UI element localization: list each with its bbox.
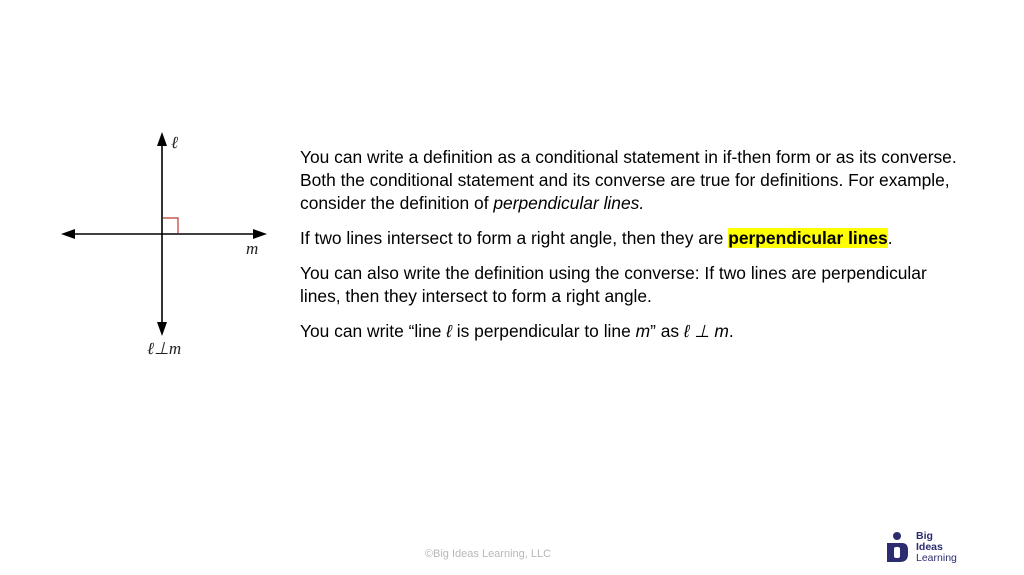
- symbol-m-2: m: [714, 321, 729, 341]
- paragraph-3-text: You can also write the definition using the converse: If two lines are perpendicular lines, then they intersect to form a right angle.: [300, 263, 927, 306]
- perpendicular-lines-figure: [55, 128, 275, 368]
- label-m: m: [246, 239, 259, 258]
- paragraph-2-text: If two lines intersect to form a right angle, then they are: [300, 228, 729, 248]
- logo-line-learning: Learning: [916, 552, 957, 564]
- arrowhead-right-icon: [253, 229, 267, 239]
- paragraph-4: [300, 320, 965, 343]
- paragraph-4-part-a: You can write “line: [300, 321, 447, 341]
- logo-i-icon: [884, 530, 910, 564]
- paragraph-1: [300, 146, 965, 215]
- arrowhead-up-icon: [157, 132, 167, 146]
- diagram-caption: ℓ⊥m: [147, 339, 182, 358]
- perpendicular-lines-diagram: [55, 128, 275, 368]
- paragraph-2: [300, 227, 965, 250]
- logo-wordmark: [916, 531, 957, 564]
- paragraph-2-end: .: [887, 228, 893, 248]
- symbol-m: m: [635, 321, 651, 341]
- label-l: ℓ: [171, 133, 179, 152]
- logo-line-big: Big: [916, 530, 933, 542]
- paragraph-1-text: You can write a definition as a conditional statement in if-then form or as its converse. Both the conditional statement and its converse are true for definitions. For example, consider the definition of: [300, 147, 957, 213]
- paragraph-4-part-b: is perpendicular to line: [451, 321, 636, 341]
- paragraph-1-italic-term: perpendicular lines.: [493, 193, 645, 213]
- symbol-l-perp: ℓ ⊥: [683, 321, 715, 341]
- symbol-l: ℓ: [446, 321, 452, 341]
- right-angle-marker: [163, 218, 178, 233]
- arrowhead-down-icon: [157, 322, 167, 336]
- paragraph-4-part-c: ” as: [650, 321, 684, 341]
- definition-text: [300, 146, 965, 355]
- logo-line-ideas: Ideas: [916, 541, 943, 553]
- big-ideas-learning-logo: [884, 530, 974, 566]
- highlighted-term: perpendicular lines: [728, 228, 888, 248]
- paragraph-4-end: .: [728, 321, 734, 341]
- arrowhead-left-icon: [61, 229, 75, 239]
- paragraph-3: [300, 262, 965, 308]
- copyright-footer: ©Big Ideas Learning, LLC: [424, 548, 552, 560]
